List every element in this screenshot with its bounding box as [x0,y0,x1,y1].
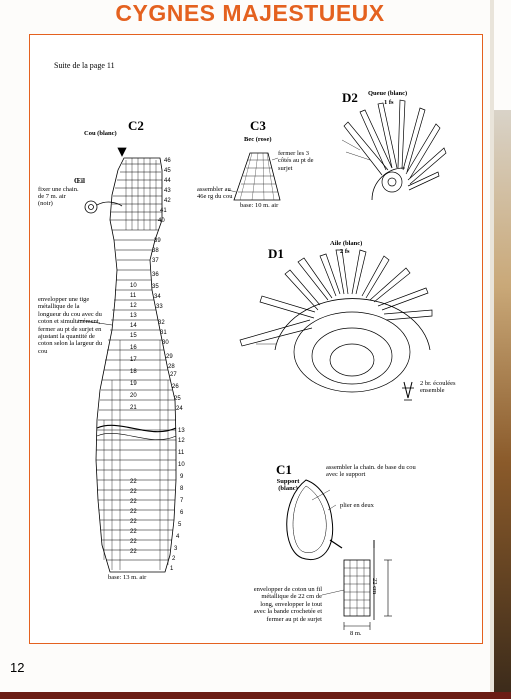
row-number: 42 [164,198,171,204]
row-number: 30 [162,340,169,346]
row-number: 45 [164,168,171,174]
row-number: 6 [180,510,184,516]
c2-sub: Cou (blanc) [84,130,117,137]
row-number: 5 [178,522,182,528]
row-number: 16 [130,345,137,351]
row-number: 18 [130,369,137,375]
eye-label: Œil [74,177,85,185]
row-number: 14 [130,323,137,329]
row-number: 44 [164,178,171,184]
row-number: 22 [130,549,137,555]
start-arrow-icon [118,148,126,156]
c1-base: 8 m. [350,630,362,637]
row-number: 13 [178,428,185,434]
row-number: 20 [130,393,137,399]
row-number: 17 [130,357,137,363]
row-number: 22 [130,539,137,545]
c3-assemble-note: assembler au 46e rg du cou [197,186,233,201]
row-number: 29 [166,354,173,360]
wing-diagram [240,250,432,400]
row-number: 39 [154,238,161,244]
row-number: 3 [174,546,178,552]
c1-sub: Support (blanc) [276,478,300,492]
row-number: 46 [164,158,171,164]
row-number: 28 [168,364,175,370]
c3-close-note: fermer les 3 côtés au pt de surjet [278,150,314,172]
row-number: 26 [172,384,179,390]
eye-icon [85,201,97,213]
c1-wrap-note: envelopper de coton un fil métallique de 22 cm de long, envelopper le tout avec la bande crochetée et fermer au pt de surjet [253,586,322,623]
row-number: 41 [160,208,167,214]
row-number: 15 [130,333,137,339]
c1-label: C1 [276,462,292,477]
row-number: 22 [130,509,137,515]
c3-sub: Bec (rose) [244,136,272,143]
d2-sub2: 1 fs [384,99,394,106]
row-number: 12 [130,303,137,309]
row-number: 22 [130,479,137,485]
row-number: 25 [174,396,181,402]
c3-base: base: 10 m. air [240,202,279,209]
row-number: 32 [158,320,165,326]
row-number: 13 [130,313,137,319]
belly-band [97,425,176,431]
wrap-note: envelopper une tige métallique de la longueur du cou avec du coton et simultanément, fermer au pt de surjet en ajustant la quantité de coton selon la largeur du cou [38,296,103,355]
c3-label: C3 [250,118,266,133]
row-number: 2 [172,556,176,562]
row-number: 22 [130,519,137,525]
row-number: 24 [176,406,183,412]
row-number: 21 [130,405,137,411]
row-number: 36 [152,272,159,278]
row-number: 22 [130,529,137,535]
row-number: 43 [164,188,171,194]
d1-sub2: 2 fs [340,248,350,255]
page-title: CYGNES MAJESTUEUX [115,0,385,26]
row-number: 11 [130,293,137,299]
tail-diagram [342,100,446,200]
d1-sub: Aile (blanc) [330,240,363,247]
eye-note: fixer une chain. de 7 m. air (noir) [38,186,79,207]
row-number: 22 [130,489,137,495]
row-number: 40 [158,218,165,224]
row-number: 22 [130,499,137,505]
d2-label: D2 [342,90,358,105]
row-number: 19 [130,381,137,387]
row-number: 7 [180,498,184,504]
continued-note: Suite de la page 11 [54,61,115,70]
page-number: 12 [10,660,25,675]
row-number: 27 [170,372,177,378]
row-number: 9 [180,474,184,480]
row-number: 33 [156,304,163,310]
row-number: 12 [178,438,185,444]
c1-length: 22 cm [371,578,378,595]
row-number: 34 [154,294,161,300]
c1-assemble-note: assembler la chain. de base du cou avec le support [326,464,416,479]
row-number: 11 [178,450,185,456]
row-number: 1 [170,566,174,572]
d1-label: D1 [268,246,284,261]
row-number: 31 [160,330,167,336]
row-number: 8 [180,486,184,492]
bottom-bar [0,692,511,699]
row-number: 10 [130,283,137,289]
row-number: 4 [176,534,180,540]
c2-label: C2 [128,118,144,133]
row-number: 35 [152,284,159,290]
d1-legend: 2 br. écoulées ensemble [420,380,456,395]
c2-base: base: 13 m. air [108,574,147,581]
row-number: 38 [152,248,159,254]
row-number: 10 [178,462,185,468]
c1-fold-note: plier en deux [340,502,374,509]
row-number: 37 [152,258,159,264]
d2-sub: Queue (blanc) [368,90,408,97]
